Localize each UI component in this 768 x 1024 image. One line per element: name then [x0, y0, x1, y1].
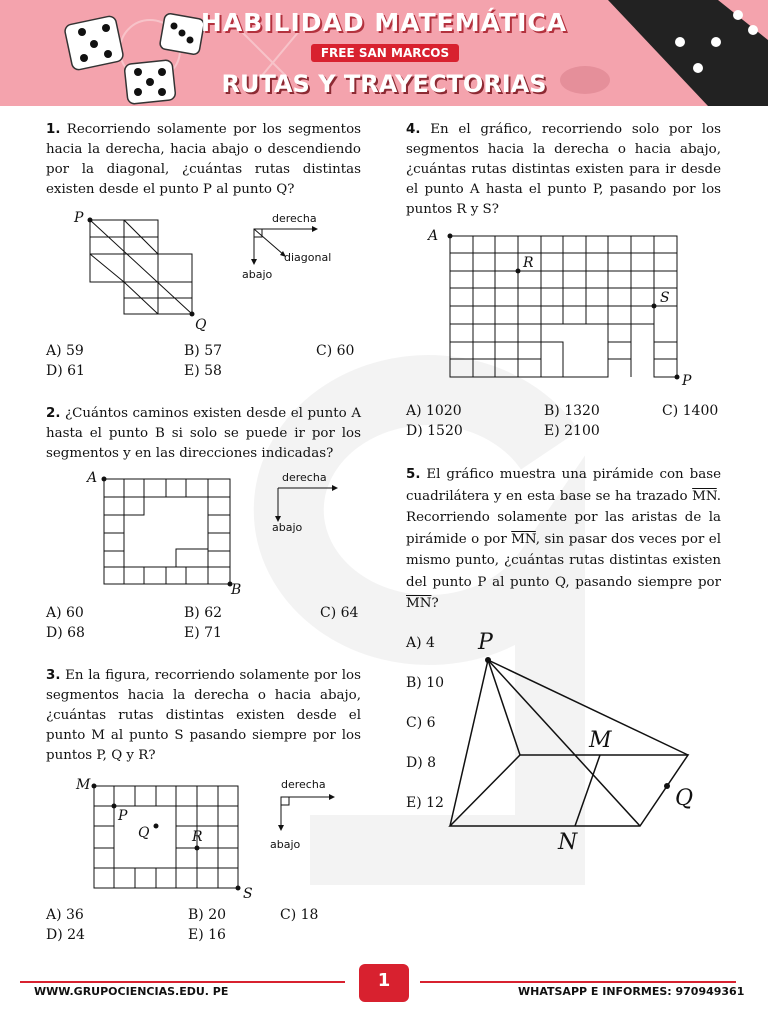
- option-a[interactable]: A) 60: [46, 605, 84, 621]
- segment-mn: $\overline{MN}$: [511, 531, 536, 547]
- point-p-label: P: [74, 210, 84, 226]
- question-number: 3.: [46, 668, 61, 683]
- question-text: En la figura, recorriendo solamente por los segmentos hacia la derecha o hacia abajo, ¿cuántas rutas distintas existen desde el punto M al punto S pasando siempre por los puntos P, Q y R?: [46, 668, 361, 763]
- header-banner: [0, 0, 768, 106]
- label-derecha: derecha: [281, 778, 326, 791]
- option-a[interactable]: A) 4: [406, 635, 435, 651]
- segment-mn: $\overline{MN}$: [692, 488, 717, 504]
- option-c[interactable]: C) 64: [320, 605, 359, 621]
- option-d[interactable]: D) 24: [46, 927, 85, 943]
- option-e[interactable]: E) 2100: [544, 423, 600, 439]
- option-d[interactable]: D) 61: [46, 363, 85, 379]
- point-p-label: P: [478, 630, 493, 655]
- question-text: ¿Cuántos caminos existen desde el punto A hasta el punto B si solo se puede ir por los segmentos y en las direcciones indicadas?: [46, 406, 361, 461]
- header-subtitle: RUTAS Y TRAYECTORIAS: [221, 70, 547, 98]
- option-d[interactable]: D) 8: [406, 755, 437, 771]
- option-e[interactable]: E) 16: [188, 927, 226, 943]
- option-a[interactable]: A) 59: [46, 343, 84, 359]
- option-b[interactable]: B) 1320: [544, 403, 600, 419]
- header-title: HABILIDAD MATEMÁTICA: [200, 8, 568, 37]
- option-d[interactable]: D) 68: [46, 625, 85, 641]
- label-abajo: abajo: [270, 838, 301, 851]
- point-b-label: B: [231, 582, 242, 598]
- question-text-part: , sin pasar dos veces por el mismo punto, ¿cuántas rutas distintas existen del punto P al punto Q, pasando siempre por: [406, 531, 721, 590]
- option-c[interactable]: C) 1400: [662, 403, 719, 419]
- option-b[interactable]: B) 62: [184, 605, 223, 621]
- option-a[interactable]: A) 1020: [406, 403, 462, 419]
- segment-mn: $\overline{MN}$: [406, 596, 432, 611]
- q5-pyramid-figure: [450, 640, 690, 840]
- point-q-label: Q: [195, 317, 207, 333]
- question-text: Recorriendo solamente por los segmentos hacia la derecha, hacia abajo o descendiendo por la diagonal, ¿cuántas rutas distintas existen desde el punto P al punto Q?: [46, 122, 361, 197]
- label-derecha: derecha: [282, 471, 327, 484]
- question-number: 1.: [46, 122, 61, 137]
- question-number: 5.: [406, 467, 421, 482]
- option-c[interactable]: C) 6: [406, 715, 436, 731]
- point-p-label: P: [682, 373, 692, 389]
- footer-line-left: [20, 981, 345, 983]
- question-3: [46, 666, 361, 766]
- label-derecha: derecha: [272, 212, 317, 225]
- point-a-label: A: [87, 470, 98, 486]
- page-number: 1: [359, 964, 409, 1002]
- label-diagonal: diagonal: [284, 251, 332, 264]
- option-a[interactable]: A) 36: [46, 907, 84, 923]
- point-s-label: S: [243, 886, 253, 902]
- question-2: [46, 404, 361, 464]
- question-text-part: El gráfico muestra una pirámide con base cuadrilátera y en esta base se ha trazado: [406, 467, 721, 504]
- question-4: [406, 120, 721, 220]
- option-b[interactable]: B) 57: [184, 343, 223, 359]
- point-a-label: A: [428, 228, 439, 244]
- point-s-label: S: [660, 290, 670, 306]
- question-text-part: . Recorriendo solamente por las aristas de la pirámide o por: [406, 488, 721, 547]
- question-number: 2.: [46, 406, 61, 421]
- label-abajo: abajo: [242, 268, 273, 281]
- point-p-label: P: [118, 808, 128, 824]
- q4-grid-figure: [450, 236, 682, 381]
- point-m-label: M: [76, 777, 91, 793]
- point-m-label: M: [589, 728, 612, 753]
- q1-grid-figure: [90, 220, 220, 320]
- option-d[interactable]: D) 1520: [406, 423, 463, 439]
- question-text: En el gráfico, recorriendo solo por los segmentos hacia la derecha o hacia abajo, ¿cuántas rutas distintas existen para ir desde el punto A hasta el punto P, pasando por los puntos R y S?: [406, 122, 721, 217]
- footer-website-link[interactable]: WWW.GRUPOCIENCIAS.EDU. PE: [34, 985, 229, 998]
- header-badge: FREE SAN MARCOS: [311, 44, 459, 62]
- question-number: 4.: [406, 122, 421, 137]
- option-b[interactable]: B) 20: [188, 907, 227, 923]
- option-e[interactable]: E) 12: [406, 795, 444, 811]
- option-c[interactable]: C) 18: [280, 907, 319, 923]
- question-5: [406, 464, 721, 615]
- footer-line-right: [420, 981, 736, 983]
- point-q-label: Q: [675, 786, 694, 811]
- point-r-label: R: [523, 255, 534, 271]
- point-n-label: N: [558, 830, 578, 855]
- point-r-label: R: [192, 829, 203, 845]
- question-1: [46, 120, 361, 200]
- option-c[interactable]: C) 60: [316, 343, 355, 359]
- q2-grid-figure: [104, 479, 234, 589]
- q3-grid-figure: [94, 786, 244, 896]
- point-q-label: Q: [138, 825, 150, 841]
- label-abajo: abajo: [272, 521, 303, 534]
- option-b[interactable]: B) 10: [406, 675, 445, 691]
- option-e[interactable]: E) 58: [184, 363, 222, 379]
- question-text-part: ?: [431, 596, 439, 611]
- option-e[interactable]: E) 71: [184, 625, 222, 641]
- footer-contact: WHATSAPP E INFORMES: 970949361: [518, 985, 745, 998]
